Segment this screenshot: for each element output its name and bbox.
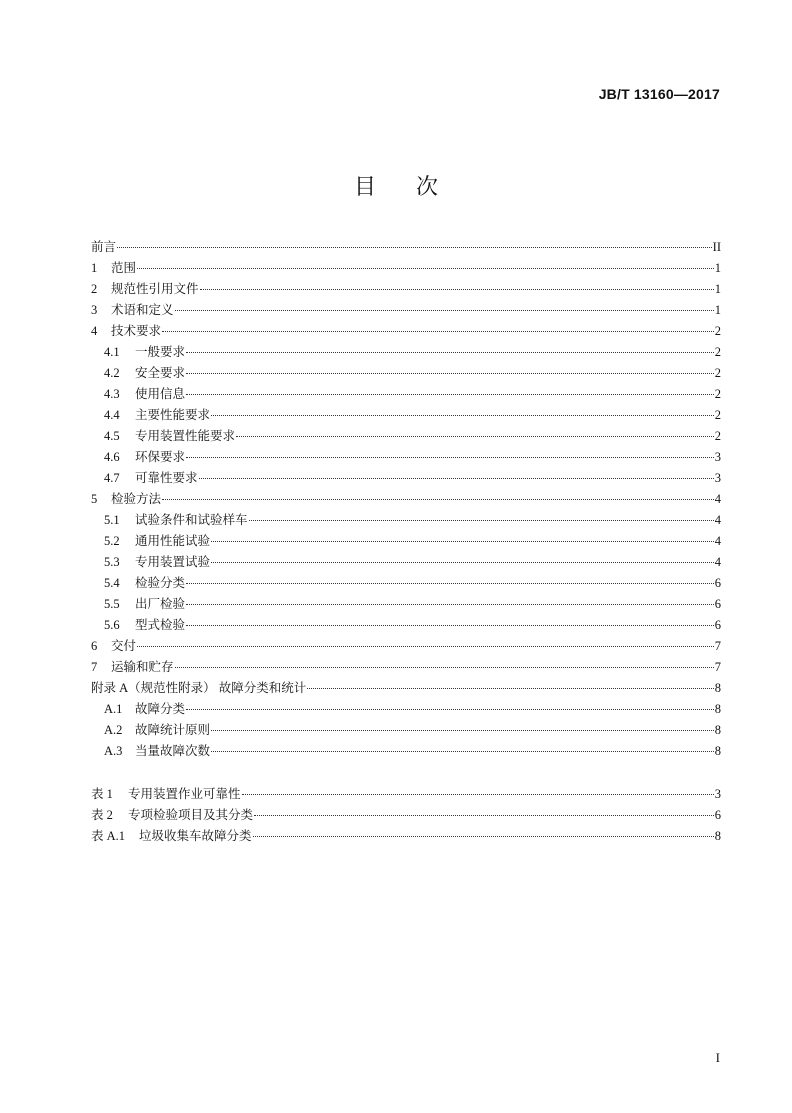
toc-entry[interactable] [91,720,721,741]
toc-entry[interactable] [91,510,721,531]
toc-entry-page: 6 [714,597,721,611]
toc-entry-label: 前言 [91,240,117,254]
table-entry[interactable] [91,784,721,805]
table-entry[interactable] [91,805,721,826]
dot-leader [186,582,714,584]
dot-leader [186,372,714,374]
toc-entry[interactable] [91,531,721,552]
toc-entry-label: 通用性能试验 [135,534,211,548]
toc-entry-number: 2 [91,282,98,296]
toc-entry-page: 2 [714,366,721,380]
dot-leader [249,519,714,521]
dot-leader [117,246,712,248]
toc-entry-page: 2 [714,429,721,443]
toc-entry-page: 1 [714,282,721,296]
toc-entry-label: 规范性引用文件 [111,282,199,296]
toc-entry-number: 5 [91,492,98,506]
toc-entry-number: 4.4 [104,408,120,422]
toc-entry-number: 4.6 [104,450,120,464]
dot-leader [162,330,714,332]
table-entry-page: 6 [714,808,721,822]
toc-entry[interactable] [91,552,721,573]
dot-leader [211,540,714,542]
dot-leader [186,351,714,353]
dot-leader [307,687,713,689]
dot-leader [186,603,714,605]
table-entry-number: 表 A.1 [91,829,126,843]
table-list [91,784,721,847]
table-entry-label: 专用装置作业可靠性 [128,787,241,801]
toc-entry-number: 4.1 [104,345,120,359]
toc-entry-label: 故障统计原则 [135,723,211,737]
toc-entry[interactable] [91,573,721,594]
toc-entry-label: 专用装置试验 [135,555,211,569]
toc-entry-number: 7 [91,660,98,674]
toc-entry[interactable] [91,426,721,447]
toc-entry-page: 8 [714,744,721,758]
toc-entry[interactable] [91,447,721,468]
toc-entry-label: 安全要求 [135,366,186,380]
toc-entry[interactable] [91,489,721,510]
toc-entry-page: 4 [714,555,721,569]
dot-leader [211,414,714,416]
toc-entry-page: 7 [714,639,721,653]
toc-entry[interactable] [91,342,721,363]
dot-leader [186,708,714,710]
table-entry[interactable] [91,826,721,847]
toc-entry-page: 4 [714,534,721,548]
toc-entry-label: 环保要求 [135,450,186,464]
dot-leader [162,498,714,500]
dot-leader [211,561,714,563]
toc-entry-page: 6 [714,576,721,590]
toc-entry-number: 5.4 [104,576,120,590]
table-entry-number: 表 2 [91,808,113,822]
toc-entry-number: 5.3 [104,555,120,569]
toc-entry-label: 故障分类 [135,702,186,716]
dot-leader [186,393,714,395]
dot-leader [186,456,714,458]
toc-entry-label: 当量故障次数 [135,744,211,758]
dot-leader [242,793,714,795]
toc-entry-page: 2 [714,387,721,401]
toc-entry[interactable] [91,279,721,300]
toc-entry-page: 6 [714,618,721,632]
toc-entry-page: 3 [714,450,721,464]
toc-entry-page: 2 [714,345,721,359]
toc-entry-page: 8 [714,702,721,716]
toc-entry-label: 技术要求 [111,324,162,338]
toc-entry-page: 2 [714,324,721,338]
toc-entry-label: 主要性能要求 [135,408,211,422]
table-entry-page: 8 [714,829,721,843]
dot-leader [236,435,714,437]
dot-leader [175,666,714,668]
toc-entry[interactable] [91,636,721,657]
table-entry-page: 3 [714,787,721,801]
toc-list [91,237,721,762]
toc-entry-page: 1 [714,261,721,275]
toc-entry-number: 5.2 [104,534,120,548]
toc-entry-page: 2 [714,408,721,422]
dot-leader [199,477,714,479]
toc-entry[interactable] [91,258,721,279]
toc-entry[interactable] [91,321,721,342]
table-entry-label: 垃圾收集车故障分类 [139,829,252,843]
toc-entry-label: 出厂检验 [135,597,186,611]
toc-entry[interactable] [91,363,721,384]
table-entry-number: 表 1 [91,787,113,801]
toc-entry-number: 4.3 [104,387,120,401]
toc-entry-label: 试验条件和试验样车 [135,513,248,527]
dot-leader [253,835,714,837]
table-entry-label: 专项检验项目及其分类 [128,808,254,822]
toc-entry-number: 5.6 [104,618,120,632]
dot-leader [211,750,714,752]
toc-entry-page: 4 [714,513,721,527]
toc-entry-page: II [712,240,721,254]
page-number: I [715,1050,720,1065]
dot-leader [186,624,714,626]
toc-entry-number: 1 [91,261,98,275]
toc-entry-number: 3 [91,303,98,317]
toc-entry-number: A.1 [104,702,123,716]
toc-entry-label: 一般要求 [135,345,186,359]
toc-entry[interactable] [91,237,721,258]
toc-entry-number: A.2 [104,723,123,737]
toc-entry[interactable] [91,678,721,699]
toc-entry-label: 型式检验 [135,618,186,632]
toc-entry-number: 5.1 [104,513,120,527]
toc-entry-number: A.3 [104,744,123,758]
toc-entry-number: 4.2 [104,366,120,380]
toc-entry-number: 5.5 [104,597,120,611]
toc-entry-number: 6 [91,639,98,653]
toc-entry-label: 运输和贮存 [111,660,174,674]
document-code: JB/T 13160—2017 [598,86,720,102]
toc-entry-number: 4.5 [104,429,120,443]
toc-entry[interactable] [91,384,721,405]
toc-entry-page: 3 [714,471,721,485]
toc-entry-page: 8 [714,723,721,737]
toc-entry-page: 7 [714,660,721,674]
toc-entry-label: 交付 [111,639,137,653]
toc-entry-label: 可靠性要求 [135,471,198,485]
toc-entry-page: 4 [714,492,721,506]
toc-entry-label: 专用装置性能要求 [135,429,236,443]
toc-entry-label: 范围 [111,261,137,275]
toc-entry-page: 1 [714,303,721,317]
toc-entry-page: 8 [714,681,721,695]
toc-entry-label: 使用信息 [135,387,186,401]
toc-entry-number: 4.7 [104,471,120,485]
toc-entry-label: 术语和定义 [111,303,174,317]
toc-entry-label: 检验方法 [111,492,162,506]
toc-entry[interactable] [91,300,721,321]
dot-leader [137,267,714,269]
toc-entry[interactable] [91,699,721,720]
toc-entry[interactable] [91,594,721,615]
toc-entry-number: 4 [91,324,98,338]
toc-entry[interactable] [91,741,721,762]
dot-leader [200,288,714,290]
dot-leader [254,814,714,816]
toc-entry-label: 附录 A（规范性附录） 故障分类和统计 [91,681,307,695]
dot-leader [175,309,714,311]
toc-entry-label: 检验分类 [135,576,186,590]
toc-entry[interactable] [91,657,721,678]
dot-leader [137,645,714,647]
page-title: 目次 [353,175,478,200]
toc-entry[interactable] [91,468,721,489]
toc-entry[interactable] [91,615,721,636]
toc-entry[interactable] [91,405,721,426]
dot-leader [211,729,714,731]
